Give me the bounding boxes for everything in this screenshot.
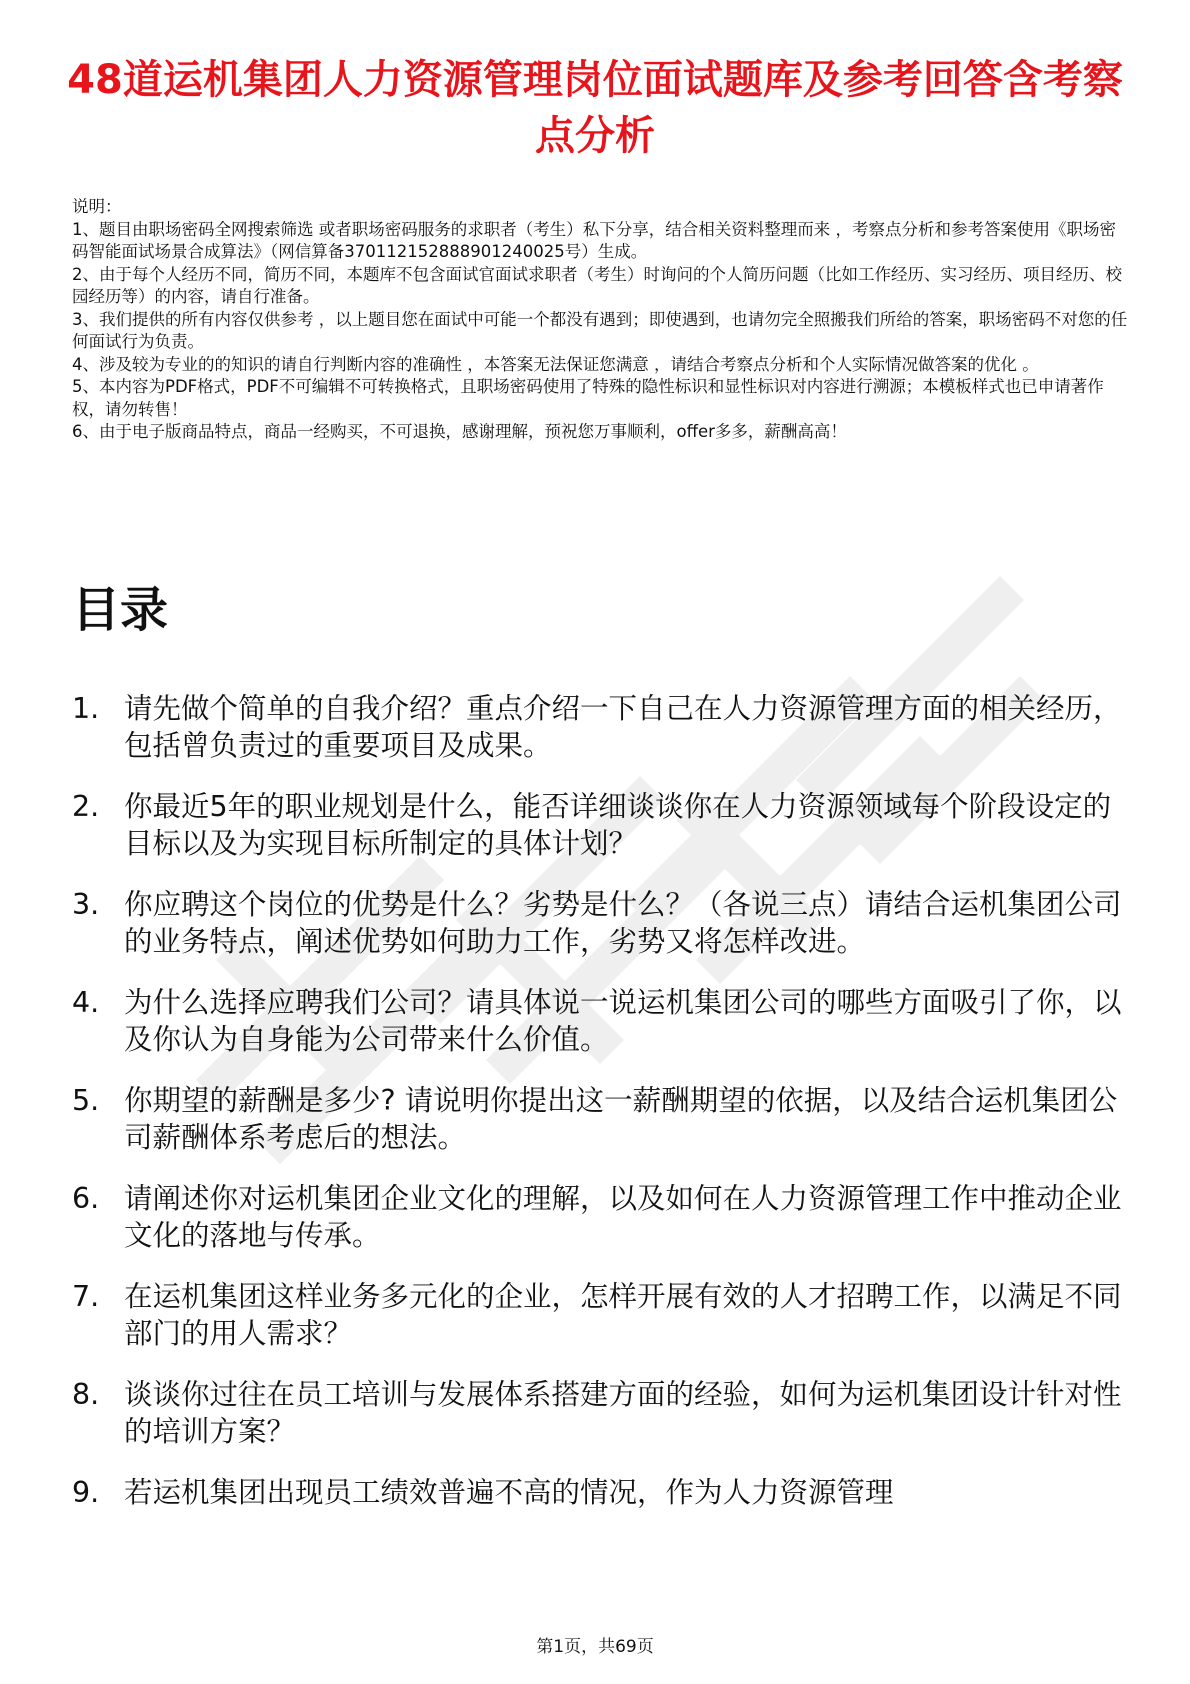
note-item: 1、题目由职场密码全网搜索筛选 或者职场密码服务的求职者（考生）私下分享，结合相关资料整理而来 ，考察点分析和参考答案使用《职场密码智能面试场景合成算法》（网信算备370112152888901240025号）生成。 (72, 219, 1116, 261)
toc-item (72, 690, 1132, 764)
toc-item (72, 1180, 1132, 1254)
toc-item-question: 在运机集团这样业务多元化的企业，怎样开展有效的人才招聘工作，以满足不同部门的用人需求？ (124, 1280, 1122, 1350)
toc-item-question: 若运机集团出现员工绩效普遍不高的情况，作为人力资源管理 (124, 1476, 894, 1509)
toc-item (72, 1278, 1132, 1352)
toc-item-question: 请先做个简单的自我介绍？重点介绍一下自己在人力资源管理方面的相关经历，包括曾负责过的重要项目及成果。 (124, 692, 1122, 762)
toc-item (72, 886, 1132, 960)
toc-item-number: 8. (72, 1378, 100, 1411)
toc-item (72, 1474, 1132, 1511)
toc-item (72, 1376, 1132, 1450)
note-item: 4、涉及较为专业的的知识的请自行判断内容的准确性 ，本答案无法保证您满意 ，请结合考察点分析和个人实际情况做答案的优化 。 (72, 354, 1039, 374)
note-item: 5、本内容为PDF格式，PDF不可编辑不可转换格式，且职场密码使用了特殊的隐性标识和显性标识对内容进行溯源；本模板样式也已申请著作权，请勿转售！ (72, 377, 1104, 419)
notes-heading: 说明： (72, 197, 122, 216)
toc-item-number: 1. (72, 692, 100, 725)
toc-item-number: 2. (72, 790, 100, 823)
note-item: 2、由于每个人经历不同，简历不同，本题库不包含面试官面试求职者（考生）时询问的个人简历问题（比如工作经历、实习经历、项目经历、校园经历等）的内容，请自行准备。 (72, 264, 1122, 306)
toc-item-number: 9. (72, 1476, 100, 1509)
toc-item-question: 你最近5年的职业规划是什么，能否详细谈谈你在人力资源领域每个阶段设定的目标以及为实现目标所制定的具体计划？ (124, 790, 1112, 860)
toc-item (72, 984, 1132, 1058)
toc-item-number: 6. (72, 1182, 100, 1215)
toc-item-number: 5. (72, 1084, 100, 1117)
note-item: 3、我们提供的所有内容仅供参考 ，以上题目您在面试中可能一个都没有遇到；即使遇到，也请勿完全照搬我们所给的答案，职场密码不对您的任何面试行为负责。 (72, 309, 1128, 351)
toc-item-question: 谈谈你过往在员工培训与发展体系搭建方面的经验，如何为运机集团设计针对性的培训方案？ (124, 1378, 1122, 1448)
toc-list (72, 690, 1132, 1535)
toc-item-number: 3. (72, 888, 100, 921)
notes-section (72, 196, 1130, 444)
document-title: 48道运机集团人力资源管理岗位面试题库及参考回答含考察点分析 (67, 57, 1123, 159)
toc-item-number: 4. (72, 986, 100, 1019)
toc-item-question: 请阐述你对运机集团企业文化的理解，以及如何在人力资源管理工作中推动企业文化的落地与传承。 (124, 1182, 1122, 1252)
toc-item-question: 你期望的薪酬是多少? 请说明你提出这一薪酬期望的依据，以及结合运机集团公司薪酬体系考虑后的想法。 (124, 1084, 1118, 1154)
toc-heading: 目录 (72, 582, 169, 638)
toc-item (72, 788, 1132, 862)
toc-item (72, 1082, 1132, 1156)
toc-item-question: 你应聘这个岗位的优势是什么？劣势是什么？（各说三点）请结合运机集团公司的业务特点，阐述优势如何助力工作，劣势又将怎样改进。 (124, 888, 1122, 958)
toc-item-question: 为什么选择应聘我们公司？请具体说一说运机集团公司的哪些方面吸引了你，以及你认为自身能为公司带来什么价值。 (124, 986, 1122, 1056)
page-footer: 第1页，共69页 (536, 1637, 654, 1657)
note-item: 6、由于电子版商品特点，商品一经购买，不可退换，感谢理解，预祝您万事顺利，offer多多，薪酬高高！ (72, 422, 847, 441)
toc-item-number: 7. (72, 1280, 100, 1313)
